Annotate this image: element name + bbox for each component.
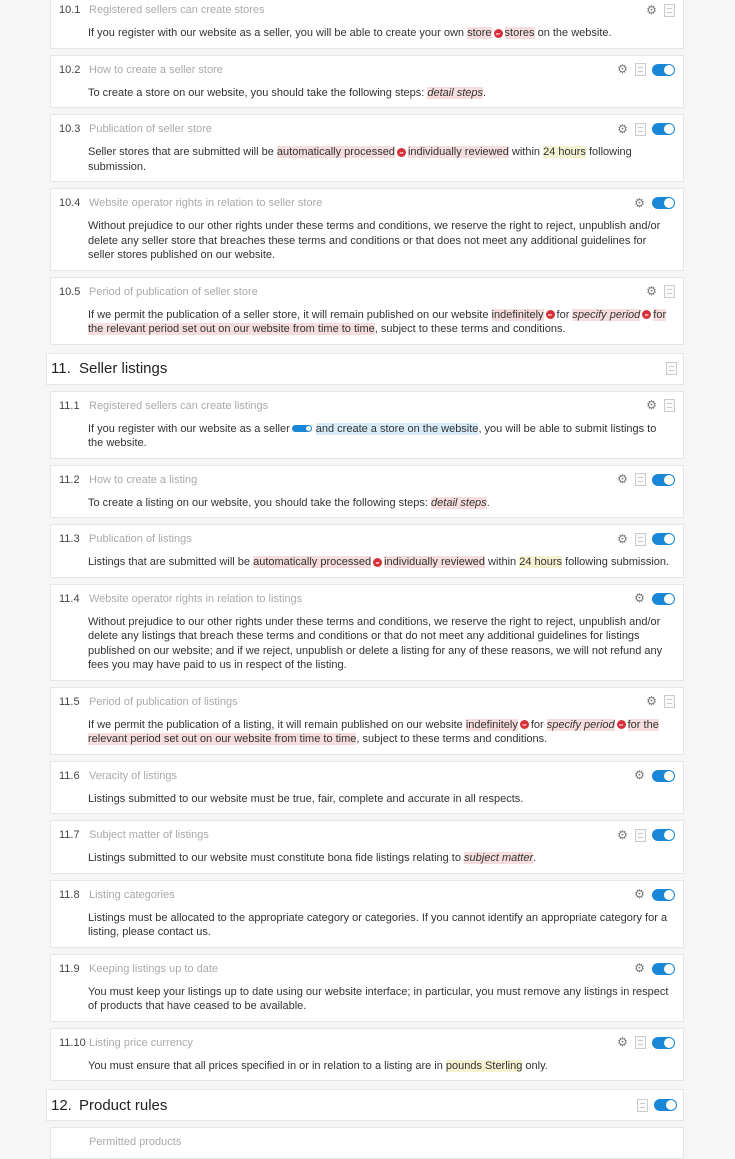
clause-body [88, 145, 675, 174]
clause-toggle[interactable] [652, 64, 675, 76]
note-icon[interactable] [637, 1099, 648, 1112]
body-text: following submission. [562, 556, 670, 568]
section-10-clauses [50, 0, 684, 345]
clause-number: 11.5 [59, 695, 80, 708]
body-text: If we permit the publication of a listing, it will remain published on our website [88, 718, 466, 731]
clause-title: Period of publication of seller store [89, 285, 258, 298]
clause-header [59, 1133, 675, 1151]
clause-11-7 [50, 820, 684, 874]
clause-title: Website operator rights in relation to listings [89, 592, 303, 605]
clause-controls [633, 769, 675, 782]
clause-number: 11.6 [59, 769, 80, 782]
body-text: . [533, 852, 537, 864]
clause-11-10 [50, 1028, 684, 1082]
clause-11-4 [50, 584, 684, 681]
clause-title: Listing price currency [89, 1036, 193, 1049]
clause-toggle[interactable] [652, 770, 675, 782]
variable-text[interactable]: indefinitely [491, 308, 544, 321]
or-option-icon[interactable]: or [520, 720, 529, 729]
clause-header [59, 1034, 675, 1052]
clause-body [88, 911, 675, 940]
clause-11-9 [50, 954, 684, 1022]
clause-header [59, 826, 675, 844]
variable-text[interactable]: and create a store on the website [315, 422, 479, 435]
clause-controls [616, 63, 675, 76]
clause-header [59, 283, 675, 301]
clause-toggle[interactable] [652, 829, 675, 841]
body-text: Seller stores that are submitted will be [88, 146, 277, 158]
section-toggle[interactable] [654, 1099, 677, 1111]
clause-number: 11.2 [59, 473, 80, 486]
body-text: If we permit the publication of a seller store, it will remain published on our website [88, 308, 492, 321]
clause-number: 11.8 [59, 888, 80, 901]
clause-number: 10.5 [59, 285, 81, 298]
clause-header [59, 886, 675, 904]
note-icon[interactable] [664, 4, 675, 17]
clause-title: Subject matter of listings [89, 829, 209, 841]
or-option-icon[interactable]: or [546, 310, 555, 319]
note-icon[interactable] [635, 123, 646, 136]
gear-icon[interactable]: ⚙ [646, 2, 657, 17]
clause-title: Period of publication of listings [89, 695, 238, 708]
clause-toggle[interactable] [652, 593, 675, 605]
clause-controls [633, 962, 675, 975]
clause-header [59, 61, 675, 79]
body-text: Without prejudice to our other rights under these terms and conditions, we reserve the right to reject, unpublish and/or delete any seller store that breaches these terms and conditions or that does not meet any additional guidelines for seller stores published on our website. [88, 220, 661, 261]
note-icon[interactable] [664, 399, 675, 412]
gear-icon[interactable]: ⚙ [634, 961, 645, 975]
variable-text[interactable]: pounds Sterling [445, 1059, 523, 1072]
clause-controls [645, 285, 675, 298]
clause-controls [616, 829, 675, 842]
variable-text[interactable]: specify period [572, 308, 641, 321]
clause-title: Publication of listings [89, 533, 192, 545]
body-text: . [483, 86, 487, 99]
body-text: , you will be able to submit listings to the website. [88, 422, 657, 449]
clause-toggle[interactable] [652, 533, 675, 545]
gear-icon[interactable]: ⚙ [617, 62, 628, 76]
clause-body [88, 555, 675, 570]
clause-header [59, 590, 675, 608]
section-controls [666, 362, 677, 375]
clause-number: 11.7 [59, 829, 80, 841]
gear-icon[interactable]: ⚙ [634, 768, 645, 782]
body-text: Listings must be allocated to the appropriate category or categories. If you cannot identify an appropriate category for a listing, please contact us. [88, 911, 668, 938]
clause-11-6 [50, 761, 684, 815]
body-text: You must keep your listings up to date using our website interface; in particular, you must remove any listings in respect of products that have ceased to be available. [88, 985, 669, 1012]
variable-text[interactable]: detail steps [427, 86, 484, 99]
or-option-icon[interactable]: or [397, 148, 406, 157]
clause-10-5 [50, 277, 684, 345]
body-text: for [556, 308, 573, 321]
clause-number: 11.3 [59, 533, 80, 545]
body-text: To create a store on our website, you should take the following steps: [88, 86, 428, 99]
clause-number: 10.3 [59, 123, 81, 135]
gear-icon[interactable]: ⚙ [617, 531, 628, 546]
clause-title: Listing categories [89, 888, 175, 901]
gear-icon[interactable]: ⚙ [617, 1035, 628, 1049]
clause-body [88, 26, 675, 41]
body-text: following submission. [88, 146, 632, 173]
or-option-icon[interactable]: or [617, 720, 626, 729]
or-option-icon[interactable]: or [373, 558, 382, 567]
body-text: If you register with our website as a seller, you will be able to create your own [88, 27, 468, 39]
variable-text[interactable]: automatically processed [276, 146, 395, 158]
clause-controls [645, 4, 675, 17]
clause-body [88, 86, 675, 101]
note-icon[interactable] [635, 473, 646, 486]
clause-body [88, 219, 675, 263]
clause-number: 11.4 [59, 592, 80, 605]
clause-body [88, 422, 675, 451]
variable-text[interactable]: indefinitely [465, 718, 518, 731]
body-text: Listings that are submitted will be [88, 556, 254, 568]
clause-11-3 [50, 524, 684, 578]
clause-title: Registered sellers can create stores [89, 4, 265, 16]
clause-10-4 [50, 188, 684, 271]
variable-text[interactable]: detail steps [431, 496, 487, 509]
clause-title: Veracity of listings [89, 769, 178, 782]
section-header-11 [46, 353, 684, 385]
clause-controls [633, 592, 675, 605]
clause-header [59, 960, 675, 978]
gear-icon[interactable]: ⚙ [646, 398, 657, 412]
clause-controls [616, 123, 675, 136]
variable-text[interactable]: for the relevant period set out on our website from time to time [88, 308, 667, 335]
clause-title: Keeping listings up to date [89, 962, 219, 975]
clause-header [59, 120, 675, 138]
clause-toggle[interactable] [652, 123, 675, 135]
clause-title: How to create a seller store [89, 63, 223, 76]
clause-body [88, 496, 675, 511]
clause-10-1 [50, 0, 684, 49]
section-number: 12. [51, 1096, 72, 1114]
body-text: , subject to these terms and conditions. [356, 733, 548, 745]
clause-11-8 [50, 880, 684, 948]
body-text: Listings submitted to our website must be true, fair, complete and accurate in all respects. [88, 792, 524, 805]
or-option-icon[interactable]: or [494, 29, 503, 38]
note-icon[interactable] [635, 63, 646, 76]
clause-header [59, 693, 675, 711]
clause-number: 10.4 [59, 197, 81, 209]
clause-body [88, 851, 675, 866]
body-text: . [486, 496, 490, 509]
clause-controls [633, 197, 675, 210]
clause-controls [645, 399, 675, 412]
clause-title: Permitted products [89, 1136, 182, 1148]
clause-toggle[interactable] [652, 889, 675, 901]
clause-toggle[interactable] [652, 1037, 675, 1049]
clause-title: Website operator rights in relation to seller store [89, 197, 323, 209]
clause-controls [616, 1036, 675, 1049]
clause-header [59, 194, 675, 212]
clause-number: 11.9 [59, 962, 80, 975]
clause-10-3 [50, 114, 684, 182]
section-title: Product rules [79, 1096, 168, 1114]
clause-11-5 [50, 687, 684, 755]
body-text: Listings submitted to our website must constitute bona fide listings relating to [88, 852, 465, 864]
note-icon[interactable] [664, 285, 675, 298]
document-column [50, 0, 684, 1159]
body-text: for [530, 718, 547, 731]
clause-title: Registered sellers can create listings [89, 399, 269, 412]
clause-body [88, 308, 675, 337]
variable-text[interactable]: store [467, 27, 492, 39]
clause-11-2 [50, 465, 684, 519]
section-title: Seller listings [79, 360, 168, 377]
clause-title: Publication of seller store [89, 123, 212, 135]
body-text: only. [522, 1059, 548, 1072]
body-text: on the website. [534, 27, 612, 39]
clause-11-1 [50, 391, 684, 459]
clause-body [88, 615, 675, 673]
clause-body [88, 792, 675, 807]
section-controls [637, 1099, 677, 1112]
clause-header [59, 1, 675, 19]
variable-text[interactable]: 24 hours [519, 556, 563, 568]
clause-controls [633, 888, 675, 901]
clause-controls [616, 533, 675, 546]
variable-text[interactable]: individually reviewed [407, 146, 509, 158]
variable-text[interactable]: automatically processed [253, 556, 372, 568]
clause-header [59, 397, 675, 415]
clause-number: 11.10 [59, 1036, 86, 1049]
section-11-clauses [50, 391, 684, 1082]
section-number: 11. [51, 360, 71, 377]
clause-header [59, 767, 675, 785]
variable-text[interactable]: for the relevant period set out on our website from time to time [88, 718, 659, 745]
clause-header [59, 530, 675, 548]
gear-icon[interactable]: ⚙ [617, 472, 628, 486]
note-icon[interactable] [666, 362, 677, 375]
clause-number: 11.1 [59, 399, 80, 412]
inline-toggle[interactable] [292, 425, 312, 432]
clause-controls [645, 695, 675, 708]
body-text: If you register with our website as a seller [88, 422, 290, 435]
clause-12-1 [50, 1127, 684, 1159]
clause-title: How to create a listing [89, 473, 198, 486]
gear-icon[interactable]: ⚙ [634, 195, 645, 210]
variable-text[interactable]: stores [504, 27, 535, 39]
clause-toggle[interactable] [652, 197, 675, 209]
clause-body [88, 1059, 675, 1074]
gear-icon[interactable]: ⚙ [634, 591, 645, 605]
gear-icon[interactable]: ⚙ [617, 121, 628, 136]
variable-text[interactable]: 24 hours [543, 146, 586, 158]
variable-text[interactable]: subject matter [464, 852, 534, 864]
section-header-12 [46, 1089, 684, 1121]
gear-icon[interactable]: ⚙ [617, 827, 628, 842]
clause-toggle[interactable] [652, 963, 675, 975]
gear-icon[interactable]: ⚙ [634, 887, 645, 901]
body-text: Without prejudice to our other rights under these terms and conditions, we reserve the right to reject, unpublish and/or delete any listings that breach these terms and conditions or that do not meet any additional guidelines for listings published on our website; and if we reject, unpublish or delete a listing for any of these reasons, we will not refund any fees you may have paid to us in respect of the listing. [88, 615, 663, 671]
clause-body [88, 718, 675, 747]
body-text: within [508, 146, 544, 158]
clause-number: 10.1 [59, 4, 81, 16]
clause-number: 10.2 [59, 63, 81, 76]
clause-10-2 [50, 55, 684, 109]
body-text: To create a listing on our website, you should take the following steps: [88, 496, 432, 509]
body-text: within [485, 556, 520, 568]
gear-icon[interactable]: ⚙ [646, 694, 657, 708]
clause-body [88, 985, 675, 1014]
body-text: , subject to these terms and conditions. [374, 323, 566, 335]
clause-controls [616, 473, 675, 486]
or-option-icon[interactable]: or [642, 310, 651, 319]
gear-icon[interactable]: ⚙ [646, 284, 657, 298]
body-text: You must ensure that all prices specified in or in relation to a listing are in [88, 1059, 446, 1072]
clause-header [59, 471, 675, 489]
variable-text[interactable]: specify period [546, 718, 615, 731]
note-icon[interactable] [664, 695, 675, 708]
note-icon[interactable] [635, 533, 646, 546]
clause-toggle[interactable] [652, 474, 675, 486]
variable-text[interactable]: individually reviewed [384, 556, 485, 568]
note-icon[interactable] [635, 829, 646, 842]
note-icon[interactable] [635, 1036, 646, 1049]
